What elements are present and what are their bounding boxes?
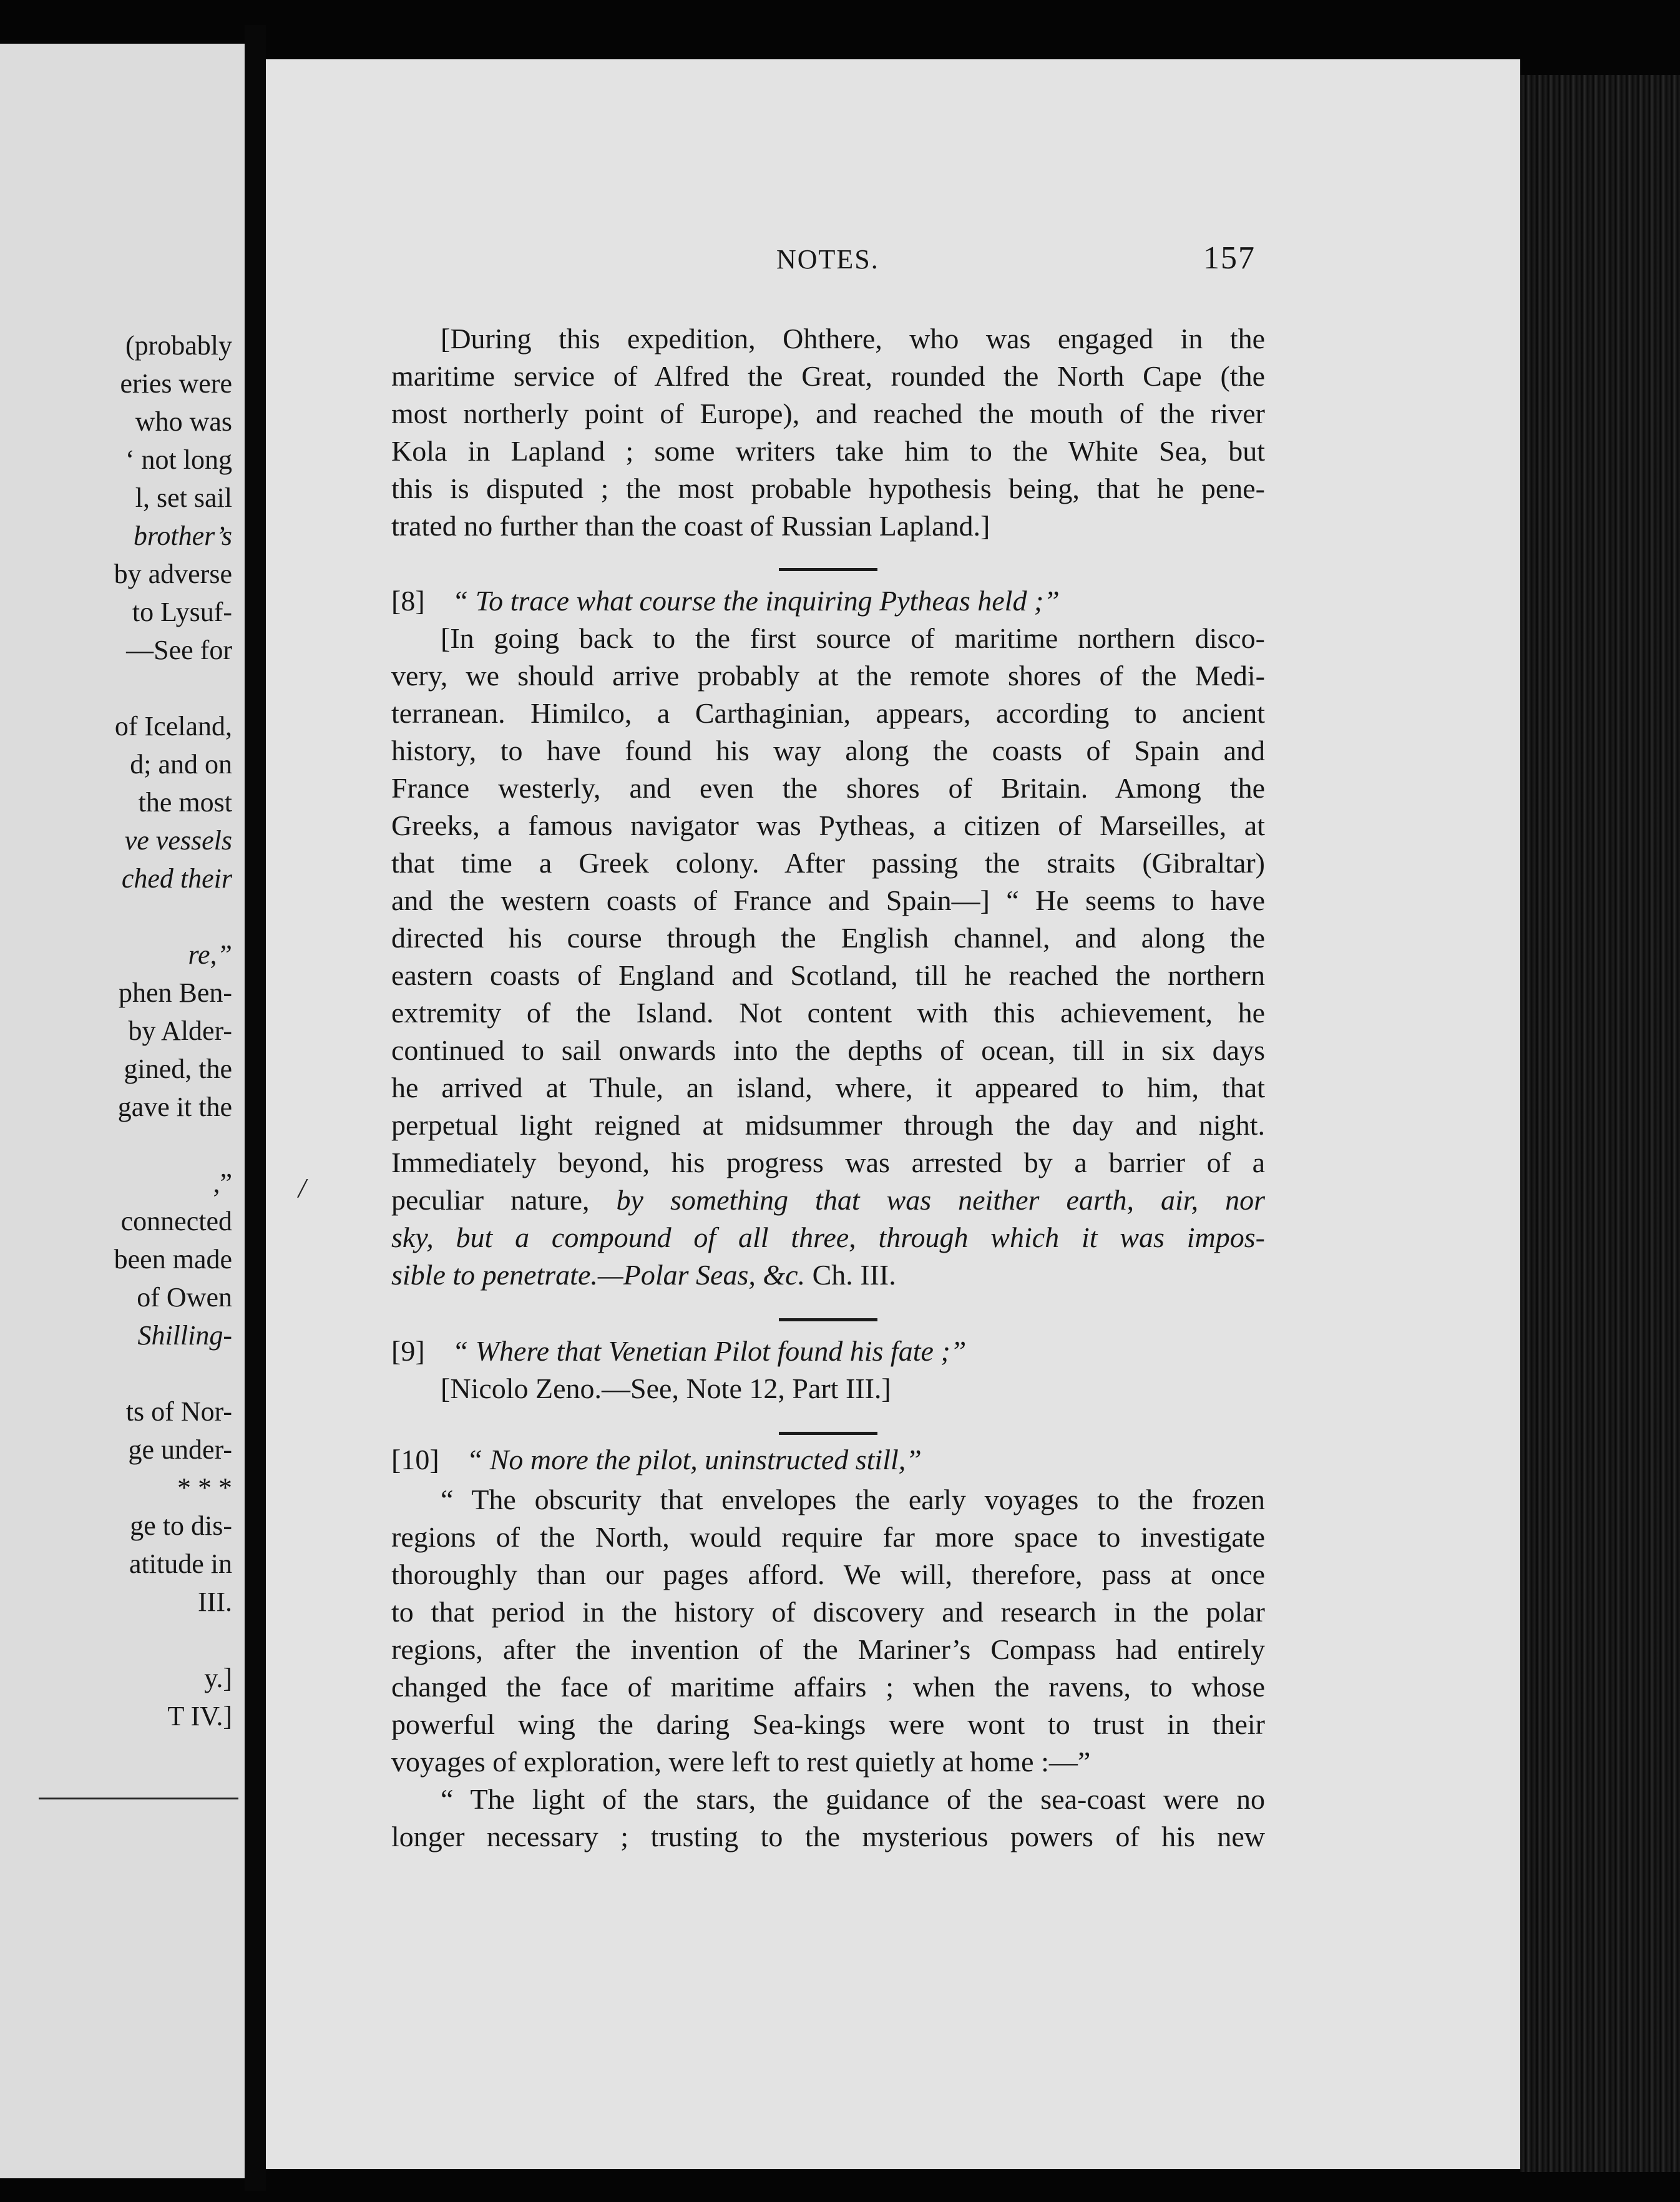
text-line: directed his course through the English channel, and along the — [391, 922, 1265, 954]
text-line: Greeks, a famous navigator was Pytheas, a citizen of Marseilles, at — [391, 810, 1265, 841]
text-segment-italic: by something that was neither earth, air, nor — [616, 1184, 1265, 1216]
left-page-line: III. — [198, 1587, 232, 1617]
left-page-line: y.] — [204, 1663, 232, 1693]
margin-mark: / — [298, 1173, 306, 1203]
left-page-line: brother’s — [133, 521, 232, 551]
text-line: France westerly, and even the shores of Britain. Among the — [391, 772, 1265, 804]
left-page-line: of Owen — [137, 1282, 232, 1313]
text-line: maritime service of Alfred the Great, rounded the North Cape (the — [391, 360, 1265, 392]
text-line: this is disputed ; the most probable hypothesis being, that he pene- — [391, 472, 1265, 504]
text-line: longer necessary ; trusting to the mysterious powers of his new — [391, 1821, 1265, 1852]
section-rule — [39, 1798, 238, 1799]
left-page-line: re,” — [188, 939, 232, 970]
left-page-line: Shilling- — [137, 1320, 232, 1351]
text-line: “ The obscurity that envelopes the early voyages to the frozen — [441, 1484, 1265, 1515]
text-line: he arrived at Thule, an island, where, it appeared to him, that — [391, 1072, 1265, 1103]
text-line: regions, after the invention of the Mariner’s Compass had entirely — [391, 1633, 1265, 1665]
left-page-line: ve vessels — [124, 825, 232, 856]
note-9-heading — [391, 1336, 966, 1367]
left-page-line: by Alder- — [128, 1015, 232, 1046]
note-quote: “ Where that Venetian Pilot found his fate ;” — [452, 1335, 967, 1367]
left-page-line: phen Ben- — [118, 977, 232, 1008]
text-segment-italic: sible to penetrate.—Polar Seas, &c. — [391, 1259, 806, 1291]
left-page-line: ge to dis- — [130, 1510, 232, 1541]
text-line: Immediately beyond, his progress was arrested by a barrier of a — [391, 1147, 1265, 1178]
text-line: perpetual light reigned at midsummer through the day and night. — [391, 1109, 1265, 1141]
left-page-line: by adverse — [114, 559, 232, 589]
left-page-line: gave it the — [117, 1092, 232, 1122]
text-line — [391, 1260, 1265, 1291]
left-page-line: gined, the — [124, 1054, 232, 1084]
left-page-line: ched their — [121, 863, 232, 894]
text-line: eastern coasts of England and Scotland, till he reached the northern — [391, 959, 1265, 991]
book-gutter — [245, 25, 266, 2191]
text-line: powerful wing the daring Sea-kings were wont to trust in their — [391, 1708, 1265, 1740]
left-page-line: ts of Nor- — [125, 1396, 232, 1427]
note-number: [9] — [391, 1335, 425, 1367]
text-line: changed the face of maritime affairs ; when the ravens, to whose — [391, 1671, 1265, 1703]
left-page-line: d; and on — [130, 749, 232, 780]
text-segment: peculiar nature, — [391, 1184, 617, 1216]
left-page-line: —See for — [126, 635, 232, 665]
text-line: to that period in the history of discovery and research in the polar — [391, 1596, 1265, 1628]
left-page-line: to Lysuf- — [132, 597, 232, 627]
page-edges — [1520, 75, 1680, 2172]
text-line: very, we should arrive probably at the remote shores of the Medi- — [391, 660, 1265, 692]
text-line: voyages of exploration, were left to rest quietly at home :—” — [391, 1746, 1091, 1778]
text-line: “ The light of the stars, the guidance of the sea-coast were no — [441, 1783, 1265, 1815]
page-number: 157 — [1203, 240, 1256, 276]
previous-page-fragment — [0, 44, 245, 2178]
note-number: [8] — [391, 585, 425, 617]
left-page-line: * * * — [177, 1472, 232, 1503]
section-rule — [779, 1318, 877, 1321]
running-head: NOTES. — [776, 244, 879, 275]
text-line: most northerly point of Europe), and reached the mouth of the river — [391, 398, 1265, 429]
section-rule — [779, 1432, 877, 1435]
text-line: history, to have found his way along the coasts of Spain and — [391, 735, 1265, 766]
note-number: [10] — [391, 1444, 439, 1475]
text-line: continued to sail onwards into the depths of ocean, till in six days — [391, 1034, 1265, 1066]
left-page-line: T IV.] — [167, 1701, 232, 1731]
note-10-heading — [391, 1444, 922, 1475]
section-rule — [779, 568, 877, 571]
text-line: extremity of the Island. Not content with this achievement, he — [391, 997, 1265, 1029]
left-page-line: connected — [120, 1206, 232, 1236]
left-page-line: l, set sail — [135, 482, 232, 513]
text-line: regions of the North, would require far more space to investigate — [391, 1521, 1265, 1553]
left-page-line: ge under- — [128, 1434, 232, 1465]
text-line: trated no further than the coast of Russian Lapland.] — [391, 510, 990, 542]
text-line: sky, but a compound of all three, through which it was impos- — [391, 1221, 1265, 1253]
left-page-line: of Iceland, — [114, 711, 232, 741]
left-page-line: (probably — [125, 330, 232, 361]
text-line: terranean. Himilco, a Carthaginian, appears, according to ancient — [391, 697, 1265, 729]
left-page-line: eries were — [120, 368, 232, 399]
text-line: and the western coasts of France and Spain—] “ He seems to have — [391, 884, 1265, 916]
left-page-line: ‘ not long — [125, 444, 232, 475]
text-line: [During this expedition, Ohthere, who was engaged in the — [441, 323, 1265, 355]
text-segment: Ch. III. — [805, 1259, 896, 1291]
text-line: that time a Greek colony. After passing the straits (Gibraltar) — [391, 847, 1265, 879]
note-8-heading — [391, 585, 1060, 617]
text-line: [In going back to the first source of maritime northern disco- — [441, 622, 1265, 654]
left-page-line: been made — [114, 1244, 232, 1275]
left-page-line: who was — [135, 406, 232, 437]
text-line: thoroughly than our pages afford. We will, therefore, pass at once — [391, 1559, 1265, 1590]
text-line — [391, 1185, 1265, 1216]
left-page-line: atitude in — [129, 1549, 232, 1579]
left-page-line: ,” — [213, 1168, 232, 1198]
left-page-line: the most — [138, 787, 232, 818]
text-line: [Nicolo Zeno.—See, Note 12, Part III.] — [441, 1373, 891, 1404]
text-line: Kola in Lapland ; some writers take him to the White Sea, but — [391, 435, 1265, 467]
note-quote: “ To trace what course the inquiring Pytheas held ;” — [452, 585, 1060, 617]
note-quote: “ No more the pilot, uninstructed still,” — [466, 1444, 922, 1475]
